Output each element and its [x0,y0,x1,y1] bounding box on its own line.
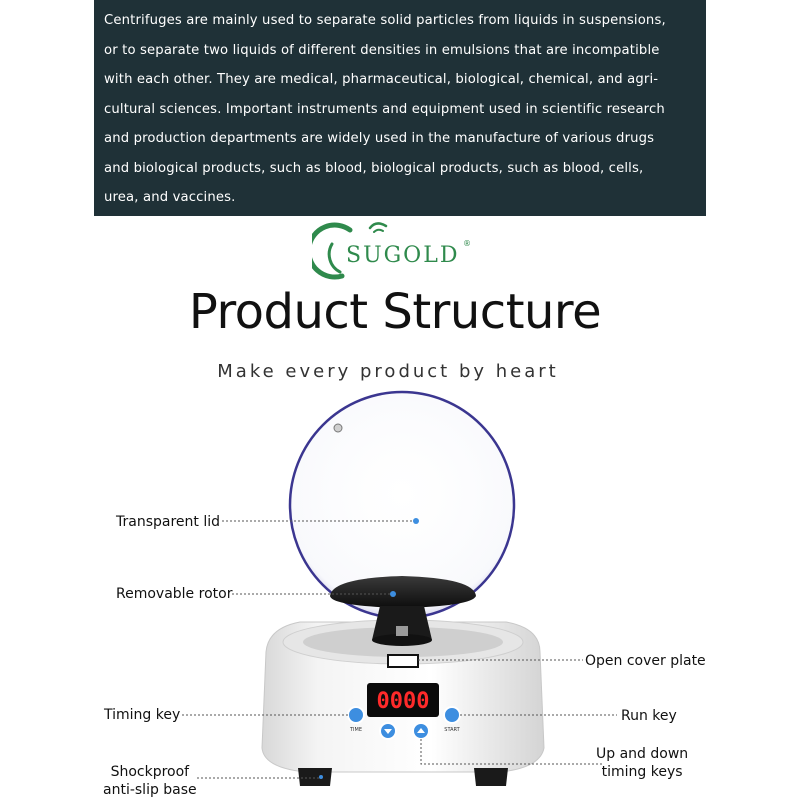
brand-name: SUGOLD [346,243,460,268]
label-updown-line2: timing keys [601,764,683,780]
page-title: Product Structure [188,284,602,340]
lid-marker-dot [413,518,419,524]
intro-line: and production departments are widely used in the manufacture of various drugs [104,131,655,146]
intro-line: and biological products, such as blood, biological products, such as blood, cells, [104,160,644,176]
label-shockproof-line1: Shockproof [110,764,190,780]
label-transparent-lid: Transparent lid [116,514,221,530]
label-shockproof-base [103,763,197,799]
page-subtitle: Make every product by heart [217,361,559,382]
label-shockproof-line2: anti-slip base [103,782,197,798]
label-timing-key: Timing key [104,707,181,723]
label-updown-keys [596,745,688,781]
timer-display-digits: 0000 [376,689,430,714]
intro-line: or to separate two liquids of different densities in emulsions that are incompatible [104,42,660,58]
intro-line: urea, and vaccines. [104,190,236,205]
rotor-marker-dot [390,591,396,597]
label-removable-rotor: Removable rotor [116,586,233,602]
label-updown-line1: Up and down [596,746,689,762]
label-run-key: Run key [621,708,677,724]
label-open-cover-plate: Open cover plate [585,653,706,669]
registered-mark: ® [463,239,471,248]
start-key-label: START [444,727,460,733]
intro-line: with each other. They are medical, pharmaceutical, biological, chemical, and agri- [104,72,659,87]
intro-line: cultural sciences. Important instruments and equipment used in scientific research [104,101,665,117]
time-key-label: TIME [349,727,363,733]
intro-line: Centrifuges are mainly used to separate solid particles from liquids in suspensions, [104,13,666,28]
